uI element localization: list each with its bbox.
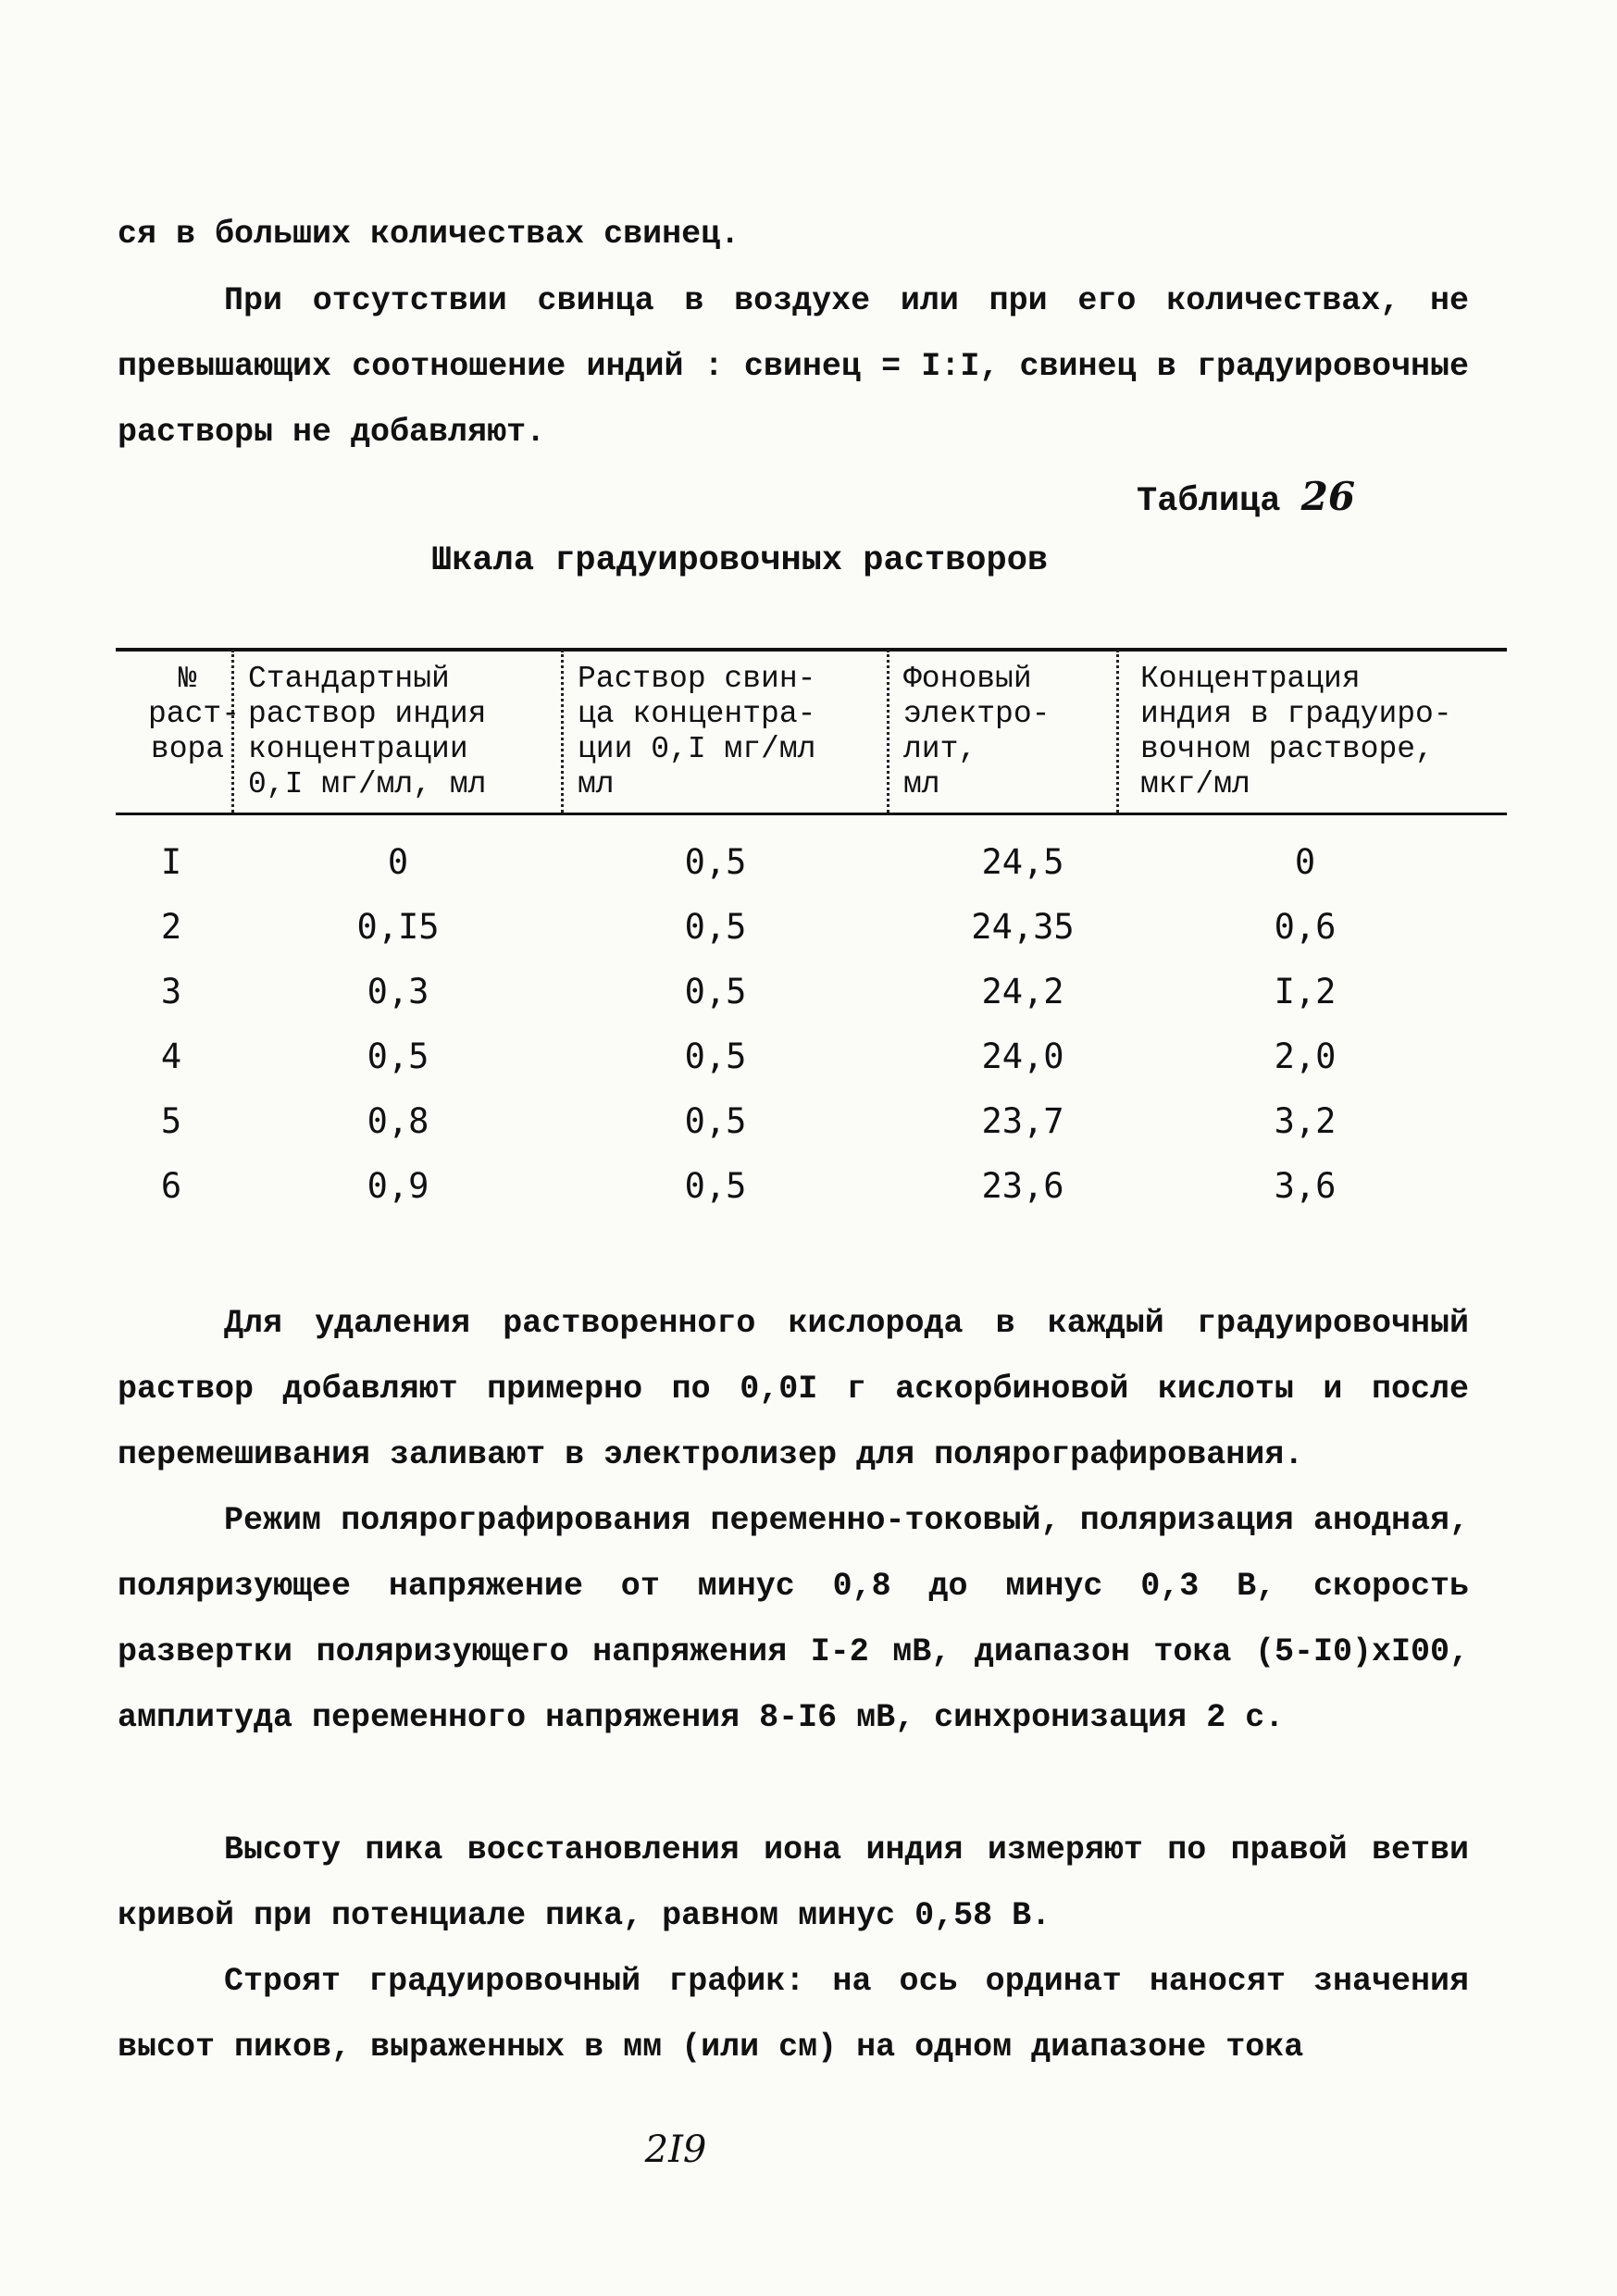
column-separator xyxy=(561,650,564,813)
row-number-cell: I xyxy=(160,842,182,882)
table-label-text: Таблица xyxy=(1137,482,1281,521)
table-cell: 0,6 xyxy=(1274,907,1337,947)
table-cell: 0,5 xyxy=(684,972,747,1011)
table-top-rule xyxy=(116,648,1507,652)
table-cell: 24,35 xyxy=(971,907,1075,947)
table-cell: 0,5 xyxy=(684,1036,747,1076)
row-number-cell: 2 xyxy=(160,907,182,947)
intro-paragraph: При отсутствии свинца в воздухе или при его количествах, не превышающих соотношение индий : свинец = I:I, свинец в градуировочные растворы не добавляют. xyxy=(118,282,1469,451)
table-cell: 0,I5 xyxy=(356,907,440,947)
row-number-cell: 5 xyxy=(160,1101,182,1141)
page-number: 2I9 xyxy=(644,2128,707,2171)
table-cell: 0 xyxy=(387,842,409,882)
table-cell: 2,0 xyxy=(1274,1036,1337,1076)
column-separator xyxy=(887,650,889,813)
table-title: Шкала градуировочных растворов xyxy=(431,541,1049,580)
table-cell: 0,5 xyxy=(684,1166,747,1206)
header-lead-solution: Раствор свин- ца концентра- ции 0,I мг/мл мл xyxy=(578,662,816,801)
intro-line: ся в больших количествах свинец. xyxy=(118,216,740,253)
table-cell: 24,0 xyxy=(981,1036,1064,1076)
row-number-cell: 6 xyxy=(160,1166,182,1206)
column-separator xyxy=(231,650,234,813)
header-indium-standard: Стандартный раствор индия концентрации 0,I мг/мл, мл xyxy=(248,662,487,801)
table-cell: 0,8 xyxy=(367,1101,429,1141)
table-number: 26 xyxy=(1300,474,1356,519)
table-cell: 0,9 xyxy=(367,1166,429,1206)
table-header-rule xyxy=(116,813,1507,815)
table-cell: 0,3 xyxy=(367,972,429,1011)
table-cell: 24,5 xyxy=(981,842,1064,882)
row-number-cell: 3 xyxy=(160,972,182,1011)
row-number-cell: 4 xyxy=(160,1036,182,1076)
table-cell: 0,5 xyxy=(367,1036,429,1076)
column-separator xyxy=(1116,650,1119,813)
table-cell: 3,6 xyxy=(1274,1166,1337,1206)
header-indium-concentration: Концентрация индия в градуиро- вочном растворе, мкг/мл xyxy=(1140,662,1452,801)
body-paragraph: Режим полярографирования переменно-токовый, поляризация анодная, поляризующее напряжение от минус 0,8 до минус 0,3 В, скорость развертки поляризующего напряжения I-2 мВ, диапазон тока (5-I0)хI00, амплитуда переменного напряжения 8-I6 мВ, синхронизация 2 с. xyxy=(118,1502,1469,1736)
table-cell: 23,7 xyxy=(981,1101,1064,1141)
table-cell: 24,2 xyxy=(981,972,1064,1011)
table-cell: 0,5 xyxy=(684,842,747,882)
table-cell: 0,5 xyxy=(684,1101,747,1141)
body-paragraph: Для удаления растворенного кислорода в каждый градуировочный раствор добавляют примерно по 0,0I г аскорбиновой кислоты и после перемешивания заливают в электролизер для полярографирования. xyxy=(118,1305,1469,1473)
table-cell: 23,6 xyxy=(981,1166,1064,1206)
table-cell: 0 xyxy=(1294,842,1316,882)
table-cell: 3,2 xyxy=(1274,1101,1337,1141)
body-paragraph: Строят градуировочный график: на ось ординат наносят значения высот пиков, выраженных в мм (или см) на одном диапазоне тока xyxy=(118,1963,1469,2066)
table-cell: I,2 xyxy=(1274,972,1337,1011)
table-cell: 0,5 xyxy=(684,907,747,947)
table-label xyxy=(1137,474,1355,521)
body-paragraph: Высоту пика восстановления иона индия измеряют по правой ветви кривой при потенциале пика, равном минус 0,58 В. xyxy=(118,1831,1469,1934)
header-background-electrolyte: Фоновый электро- лит, мл xyxy=(903,662,1051,801)
header-number: № раст- вора xyxy=(148,662,241,766)
